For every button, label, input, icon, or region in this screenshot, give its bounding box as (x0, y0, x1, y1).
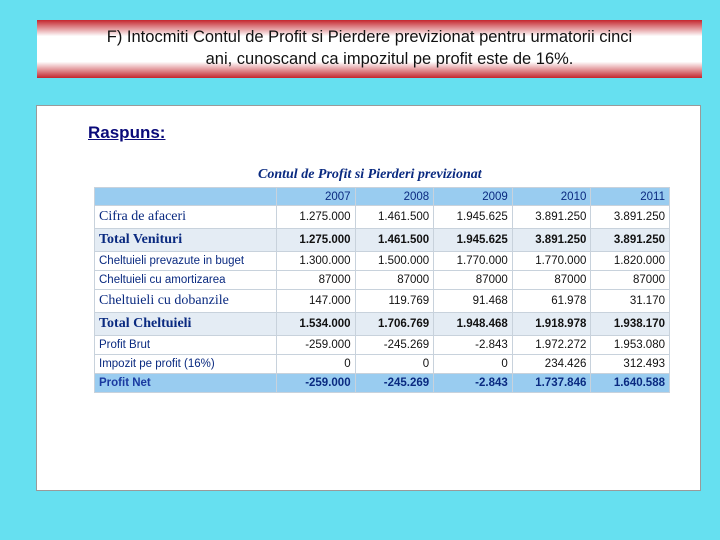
value-cell: 1.461.500 (355, 206, 434, 229)
slide-title (37, 20, 702, 78)
row-cheltuieli-dobanzi (95, 290, 670, 313)
value-cell: 234.426 (512, 355, 591, 374)
value-cell: -245.269 (355, 336, 434, 355)
value-cell: 3.891.250 (591, 229, 670, 252)
table-header-row (95, 188, 670, 206)
value-cell: 1.534.000 (277, 313, 356, 336)
value-cell: 0 (355, 355, 434, 374)
value-cell: 147.000 (277, 290, 356, 313)
value-cell: 0 (434, 355, 513, 374)
slide-title-line-2: ani, cunoscand ca impozitul pe profit este de 16%. (205, 50, 574, 68)
row-profit-net (95, 374, 670, 393)
value-cell: -259.000 (277, 374, 356, 393)
value-cell: 31.170 (591, 290, 670, 313)
header-label-cell (95, 188, 277, 206)
row-cheltuieli-buget (95, 252, 670, 271)
value-cell: 1.770.000 (512, 252, 591, 271)
value-cell: 87000 (355, 271, 434, 290)
row-cheltuieli-amortizare (95, 271, 670, 290)
profit-loss-table (94, 187, 670, 393)
value-cell: 3.891.250 (512, 206, 591, 229)
value-cell: 1.945.625 (434, 229, 513, 252)
value-cell: 1.500.000 (355, 252, 434, 271)
value-cell: 87000 (434, 271, 513, 290)
value-cell: 61.978 (512, 290, 591, 313)
row-total-venituri (95, 229, 670, 252)
value-cell: 1.275.000 (277, 206, 356, 229)
value-cell: 1.953.080 (591, 336, 670, 355)
table-title: Contul de Profit si Pierderi previzionat (258, 167, 482, 182)
value-cell: 1.948.468 (434, 313, 513, 336)
value-cell: 1.737.846 (512, 374, 591, 393)
row-label: Profit Brut (95, 336, 277, 355)
value-cell: 0 (277, 355, 356, 374)
value-cell: 1.972.272 (512, 336, 591, 355)
value-cell: 1.820.000 (591, 252, 670, 271)
value-cell: 87000 (277, 271, 356, 290)
row-profit-brut (95, 336, 670, 355)
row-label: Cifra de afaceri (95, 206, 277, 229)
year-header: 2011 (591, 188, 670, 206)
year-header: 2009 (434, 188, 513, 206)
row-label: Cheltuieli prevazute in buget (95, 252, 277, 271)
value-cell: 3.891.250 (591, 206, 670, 229)
value-cell: 91.468 (434, 290, 513, 313)
value-cell: -2.843 (434, 374, 513, 393)
value-cell: -245.269 (355, 374, 434, 393)
value-cell: 1.918.978 (512, 313, 591, 336)
year-header: 2008 (355, 188, 434, 206)
value-cell: 1.300.000 (277, 252, 356, 271)
year-header: 2010 (512, 188, 591, 206)
value-cell: 119.769 (355, 290, 434, 313)
value-cell: -2.843 (434, 336, 513, 355)
value-cell: 87000 (512, 271, 591, 290)
row-impozit-profit (95, 355, 670, 374)
year-header: 2007 (277, 188, 356, 206)
value-cell: 1.275.000 (277, 229, 356, 252)
row-label: Cheltuieli cu dobanzile (95, 290, 277, 313)
value-cell: 3.891.250 (512, 229, 591, 252)
value-cell: 1.945.625 (434, 206, 513, 229)
row-label: Cheltuieli cu amortizarea (95, 271, 277, 290)
row-label: Total Cheltuieli (95, 313, 277, 336)
value-cell: -259.000 (277, 336, 356, 355)
value-cell: 87000 (591, 271, 670, 290)
value-cell: 1.706.769 (355, 313, 434, 336)
value-cell: 1.770.000 (434, 252, 513, 271)
row-label: Impozit pe profit (16%) (95, 355, 277, 374)
value-cell: 1.938.170 (591, 313, 670, 336)
value-cell: 1.640.588 (591, 374, 670, 393)
value-cell: 1.461.500 (355, 229, 434, 252)
row-label: Total Venituri (95, 229, 277, 252)
row-label: Profit Net (95, 374, 277, 393)
row-total-cheltuieli (95, 313, 670, 336)
value-cell: 312.493 (591, 355, 670, 374)
answer-label: Raspuns: (88, 123, 166, 142)
row-cifra-de-afaceri (95, 206, 670, 229)
slide-title-line-1: F) Intocmiti Contul de Profit si Pierdere previzionat pentru urmatorii cinci (106, 28, 633, 46)
